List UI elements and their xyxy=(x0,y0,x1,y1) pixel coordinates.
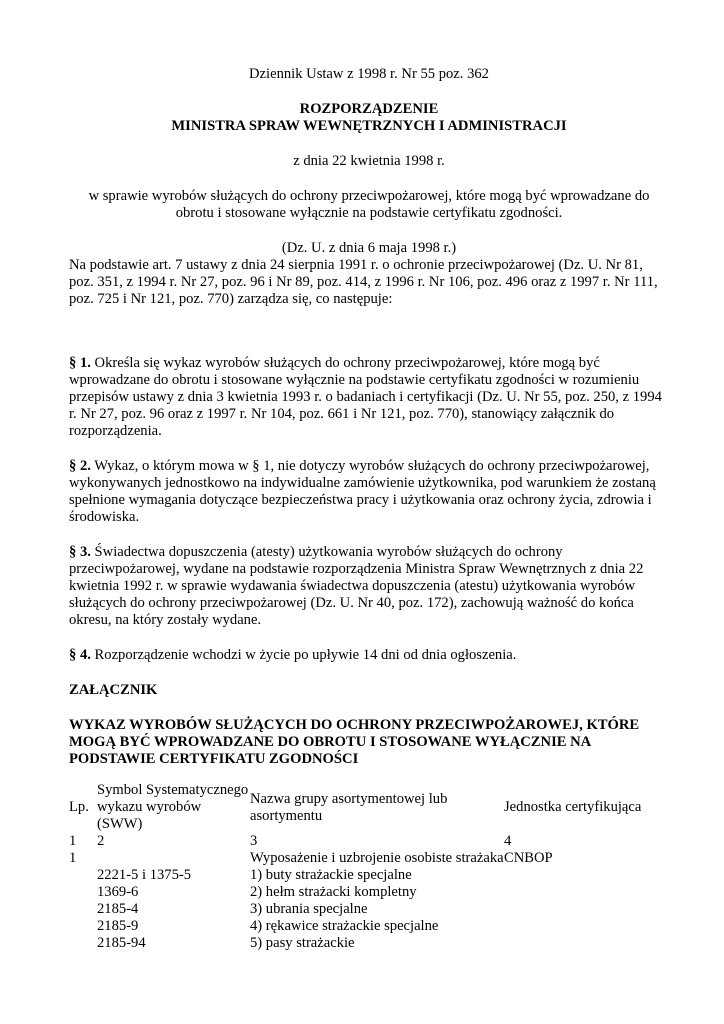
item-name: 1) buty strażackie specjalne xyxy=(250,867,412,883)
table-row xyxy=(69,884,664,901)
number-unit: 4 xyxy=(504,833,512,849)
group-name: Wyposażenie i uzbrojenie osobiste strażaka xyxy=(250,850,504,866)
paragraph-2-text: Wykaz, o którym mowa w § 1, nie dotyczy wyrobów służących do ochrony przeciwpożarowej, wykonywanych jednostkowo na indywidualne zamówienie użytkownika, pod warunkiem że zostaną spełnione wymagania dotyczące bezpieczeństwa pracy i użytkowania oraz ochrony życia, zdrowia i środowiska. xyxy=(69,458,656,525)
table-header-row xyxy=(69,782,664,833)
item-symbol: 2185-4 xyxy=(97,901,139,917)
item-name: 5) pasy strażackie xyxy=(250,935,355,951)
number-symbol: 2 xyxy=(97,833,105,849)
paragraph-4-text: Rozporządzenie wchodzi w życie po upływie 14 dni od dnia ogłoszenia. xyxy=(90,647,517,663)
annex-title: WYKAZ WYROBÓW SŁUŻĄCYCH DO OCHRONY PRZECIWPOŻAROWEJ, KTÓRE MOGĄ BYĆ WPROWADZANE DO OBROTU I STOSOWANE WYŁĄCZNIE NA PODSTAWIE CERTYFIKATU ZGODNOŚCI xyxy=(69,717,640,767)
item-symbol: 2185-94 xyxy=(97,935,146,951)
table-numbers-row xyxy=(69,833,664,850)
journal-reference: Dziennik Ustaw z 1998 r. Nr 55 poz. 362 xyxy=(249,66,489,82)
item-name: 2) hełm strażacki kompletny xyxy=(250,884,417,900)
number-name: 3 xyxy=(250,833,258,849)
regulation-date: z dnia 22 kwietnia 1998 r. xyxy=(293,153,445,169)
item-name: 3) ubrania specjalne xyxy=(250,901,368,917)
header-name: Nazwa grupy asortymentowej lub asortymentu xyxy=(250,790,448,824)
number-lp: 1 xyxy=(69,833,77,849)
item-symbol: 2221-5 i 1375-5 xyxy=(97,867,192,883)
paragraph-1-text: Określa się wykaz wyrobów służących do ochrony przeciwpożarowej, które mogą być wprowadzane do obrotu i stosowane wyłącznie na podstawie certyfikatu zgodności w rozumieniu przepisów ustawy z dnia 3 kwietnia 1993 r. o badaniach i certyfikacji (Dz. U. Nr 55, poz. 250, z 1994 r. Nr 27, poz. 96 oraz z 1997 r. Nr 104, poz. 661 i Nr 121, poz. 770), stanowiący załącznik do rozporządzenia. xyxy=(69,355,662,439)
item-symbol: 1369-6 xyxy=(97,884,139,900)
table-row xyxy=(69,918,664,935)
document-page xyxy=(69,66,669,952)
paragraph-3-number: § 3. xyxy=(69,544,91,560)
regulation-title-line-1: ROZPORZĄDZENIE xyxy=(299,101,439,117)
table-row xyxy=(69,935,664,952)
paragraph-2 xyxy=(69,458,669,526)
regulation-title-line-2: MINISTRA SPRAW WEWNĘTRZNYCH I ADMINISTRACJI xyxy=(171,118,567,134)
paragraph-1-number: § 1. xyxy=(69,355,91,371)
item-name: 4) rękawice strażackie specjalne xyxy=(250,918,439,934)
regulation-subject: w sprawie wyrobów służących do ochrony przeciwpożarowej, które mogą być wprowadzane do obrotu i stosowane wyłącznie na podstawie certyfikatu zgodności. xyxy=(88,188,650,221)
group-symbol xyxy=(97,850,250,867)
table-row xyxy=(69,901,664,918)
header-unit: Jednostka certyfikująca xyxy=(504,799,642,815)
publication-source: (Dz. U. z dnia 6 maja 1998 r.) xyxy=(281,240,457,256)
paragraph-3 xyxy=(69,544,669,629)
group-lp: 1 xyxy=(69,850,77,866)
paragraph-4 xyxy=(69,647,669,664)
header-lp: Lp. xyxy=(69,799,89,815)
paragraph-1 xyxy=(69,355,669,440)
legal-basis: Na podstawie art. 7 ustawy z dnia 24 sierpnia 1991 r. o ochronie przeciwpożarowej (Dz. U. Nr 81, poz. 351, z 1994 r. Nr 27, poz. 96 i Nr 89, poz. 414, z 1996 r. Nr 106, poz. 496 oraz z 1997 r. Nr 111, poz. 725 i Nr 121, poz. 770) zarządza się, co następuje: xyxy=(69,257,658,307)
item-symbol: 2185-9 xyxy=(97,918,139,934)
regulation-title xyxy=(69,101,669,135)
table-group-row xyxy=(69,850,664,867)
paragraph-4-number: § 4. xyxy=(69,647,91,663)
group-unit: CNBOP xyxy=(504,850,553,866)
products-table xyxy=(69,782,664,952)
header-symbol: Symbol Systematycznego wykazu wyrobów (SWW) xyxy=(97,782,249,832)
paragraph-2-number: § 2. xyxy=(69,458,91,474)
table-row xyxy=(69,867,664,884)
annex-label: ZAŁĄCZNIK xyxy=(69,682,158,698)
paragraph-3-text: Świadectwa dopuszczenia (atesty) użytkowania wyrobów służących do ochrony przeciwpożarowej, wydane na podstawie rozporządzenia Ministra Spraw Wewnętrznych z dnia 22 kwietnia 1992 r. w sprawie wydawania świadectwa dopuszczenia (atestu) użytkowania wyrobów służących do ochrony przeciwpożarowej (Dz. U. Nr 40, poz. 172), zachowują ważność do końca okresu, na który zostały wydane. xyxy=(69,544,644,628)
